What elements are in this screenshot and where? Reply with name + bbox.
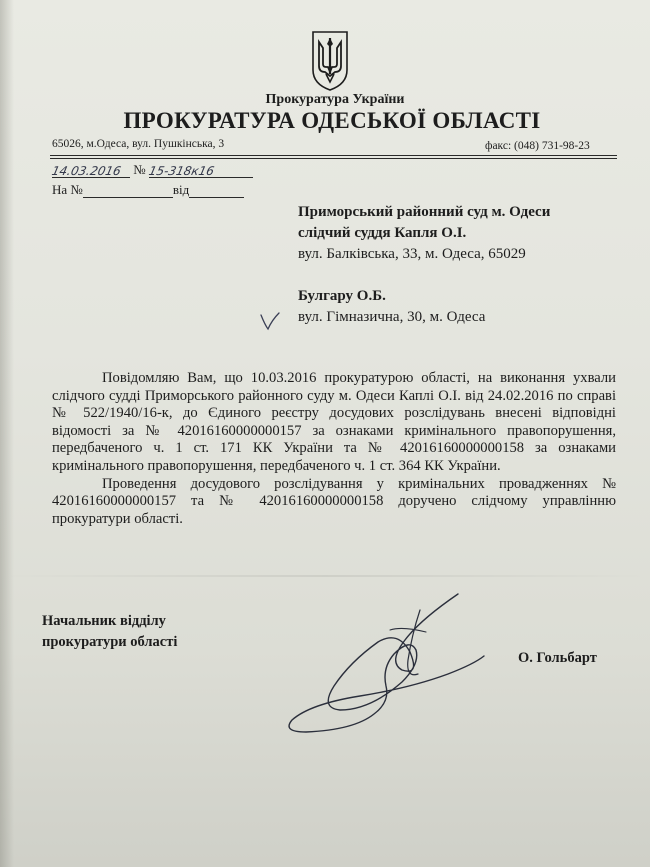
recipient-person-name: Булгару О.Б. — [298, 288, 386, 304]
recipient-person — [298, 286, 485, 328]
header-rule-second — [50, 158, 617, 159]
reply-reference-row — [52, 182, 244, 198]
recipient-court-name: Приморський районний суд м. Одеси — [298, 204, 551, 220]
handwritten-signature — [270, 590, 495, 735]
office-fax: факс: (048) 731-98-23 — [485, 140, 590, 152]
recipient-court-address: вул. Балківська, 33, м. Одеса, 65029 — [298, 246, 526, 262]
signatory-name: О. Гольбарт — [518, 650, 597, 666]
registration-date: 14.03.2016 — [50, 164, 123, 178]
registration-number-prefix: № — [133, 162, 146, 177]
registration-number: 15-318к16 — [147, 164, 216, 178]
recipient-person-address: вул. Гімназична, 30, м. Одеса — [298, 309, 486, 325]
reply-to-label: На № — [52, 182, 83, 197]
from-label: від — [172, 182, 190, 197]
letter-body — [52, 370, 616, 528]
reply-number-blank — [83, 184, 173, 198]
trident-emblem-icon — [310, 30, 350, 92]
office-title: ПРОКУРАТУРА ОДЕСЬКОЇ ОБЛАСТІ — [123, 108, 541, 133]
recipient-court — [298, 202, 550, 265]
office-address: 65026, м.Одеса, вул. Пушкінська, 3 — [52, 138, 225, 150]
paper-crease — [0, 575, 650, 577]
recipient-judge: слідчий суддя Капля О.І. — [298, 225, 467, 241]
signatory-position — [42, 611, 177, 653]
header-rule — [50, 155, 617, 156]
registration-row — [52, 162, 282, 178]
office-line: Прокуратура України — [265, 92, 405, 107]
body-paragraph-1: Повідомляю Вам, що 10.03.2016 прокуратурою області, на виконання ухвали слідчого судді Приморського районного суду м. Одеси Каплі О.І. від 24.02.2016 по справі № 522/1940/16-к, до Єдиного реєстру досудових розслідувань внесені відповідні відомості за № 42016160000000157 за ознаками кримінального правопорушення, передбаченого ч. 1 ст. 171 КК України та № 42016160000000158 за ознаками кримінального правопорушення, передбаченого ч. 1 ст. 364 КК України. — [52, 370, 616, 474]
reply-date-blank — [189, 184, 244, 198]
signatory-position-line-2: прокуратури області — [42, 634, 178, 650]
registration-date-field — [52, 163, 130, 178]
registration-number-field — [149, 163, 253, 178]
handwritten-check-mark-icon — [259, 311, 281, 331]
body-paragraph-2: Проведення досудового розслідування у кримінальних провадженнях № 42016160000000157 та № 42016160000000158 доручено слідчому управлінню прокуратури області. — [52, 475, 616, 527]
signatory-position-line-1: Начальник відділу — [42, 613, 166, 629]
